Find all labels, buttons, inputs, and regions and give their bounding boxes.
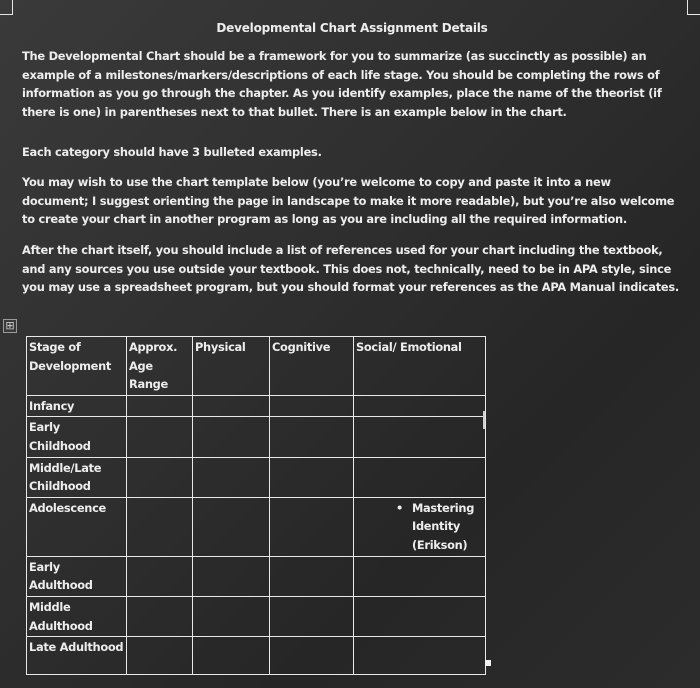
paragraph-framework [22, 47, 680, 121]
table-row [27, 637, 486, 675]
paragraph-text: The Developmental Chart should be a framework for you to [22, 49, 395, 63]
social-cell[interactable] [354, 395, 486, 417]
stage-cell[interactable]: Middle/Late Childhood [27, 457, 127, 497]
table-row [27, 497, 486, 556]
crop-corner-top-left [0, 0, 13, 15]
paragraph-text: (as succinctly as possible) an example of a milestones/markers/descriptions of each life stage. You should be completing the rows of information as you go through the chapter. As you identify examples, place the name of the theorist (if there is one) in parentheses next to that bullet. There is an example below in the chart. [22, 49, 662, 119]
emphasis-references: references [325, 243, 392, 257]
table-row [27, 596, 486, 636]
table-row [27, 457, 486, 497]
social-cell[interactable] [354, 596, 486, 636]
bullet-item [356, 499, 483, 555]
cognitive-cell[interactable] [270, 395, 354, 417]
physical-cell[interactable] [193, 457, 270, 497]
paragraph-template-note: You may wish to use the chart template below (you’re welcome to copy and paste it into a new document; I suggest orienting the page in landscape to make it more readable), but you’re also welcome to create your chart in another program as long as you are including all the required information. [22, 175, 675, 227]
cognitive-cell[interactable] [270, 637, 354, 675]
table-row [27, 395, 486, 417]
paragraph-text: After the chart itself, you should include a list of [22, 243, 326, 257]
age-cell[interactable] [127, 556, 193, 596]
paragraph-text: used for your chart including the textbook, and any sources you use outside your textbook. This does not, technically, need to be in APA style, since you may use a spreadsheet program, but you should format your references as the APA Manual indicates. [22, 243, 679, 295]
cognitive-cell[interactable] [270, 556, 354, 596]
stage-cell[interactable]: Infancy [27, 395, 127, 417]
paragraph-bullets-requirement: Each category should have 3 bulleted examples. [22, 145, 322, 159]
physical-cell[interactable] [193, 596, 270, 636]
table-header-row [27, 337, 486, 396]
cognitive-cell[interactable] [270, 417, 354, 457]
age-cell[interactable] [127, 637, 193, 675]
table-row [27, 556, 486, 596]
move-handle-icon[interactable]: ⊞ [3, 319, 17, 333]
header-age-range: Approx. Age Range [127, 337, 193, 396]
social-cell[interactable] [354, 417, 486, 457]
cognitive-cell[interactable] [270, 596, 354, 636]
row-resize-marker [483, 411, 485, 429]
bullet-list [356, 499, 483, 555]
header-social-emotional: Social/ Emotional [354, 337, 486, 396]
age-cell[interactable] [127, 596, 193, 636]
bullet-text: Mastering Identity (Erikson) [412, 500, 475, 552]
age-cell[interactable] [127, 417, 193, 457]
table-resize-handle[interactable] [485, 660, 491, 666]
stage-cell[interactable]: Late Adulthood [27, 637, 127, 675]
social-cell[interactable] [354, 556, 486, 596]
emphasis-summarize: summarize [394, 49, 463, 63]
age-cell[interactable] [127, 497, 193, 556]
age-cell[interactable] [127, 457, 193, 497]
stage-cell[interactable]: Early Childhood [27, 417, 127, 457]
age-cell[interactable] [127, 395, 193, 417]
header-physical: Physical [193, 337, 270, 396]
cognitive-cell[interactable] [270, 457, 354, 497]
social-cell[interactable] [354, 637, 486, 675]
stage-cell[interactable]: Middle Adulthood [27, 596, 127, 636]
stage-cell[interactable]: Early Adulthood [27, 556, 127, 596]
header-cognitive: Cognitive [270, 337, 354, 396]
paragraph-references [22, 241, 680, 297]
developmental-chart-table[interactable] [26, 336, 486, 675]
table-row [27, 417, 486, 457]
social-cell[interactable] [354, 457, 486, 497]
bullet-dot: • [396, 500, 403, 515]
header-stage: Stage of Development [27, 337, 127, 396]
stage-cell[interactable]: Adolescence [27, 497, 127, 556]
cognitive-cell[interactable] [270, 497, 354, 556]
physical-cell[interactable] [193, 637, 270, 675]
physical-cell[interactable] [193, 395, 270, 417]
social-cell[interactable] [354, 497, 486, 556]
document-title: Developmental Chart Assignment Details [216, 21, 488, 35]
physical-cell[interactable] [193, 417, 270, 457]
physical-cell[interactable] [193, 497, 270, 556]
crop-corner-top-right [687, 0, 700, 15]
physical-cell[interactable] [193, 556, 270, 596]
